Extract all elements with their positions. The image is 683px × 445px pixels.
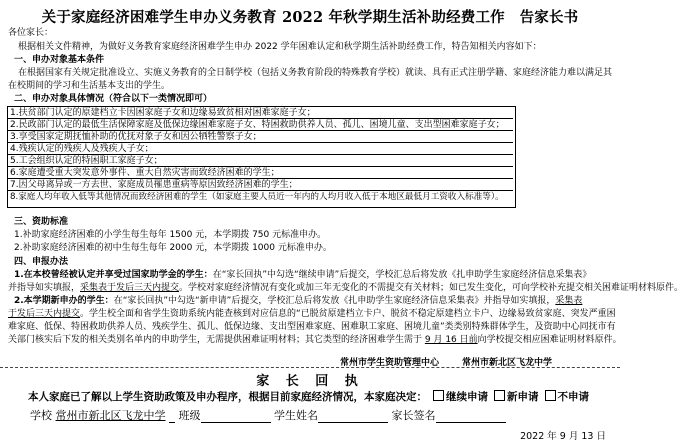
eligibility-item: 3.享受国家定期抚恤补助的优抚对象子女和因公牺牲警察子女； [8, 131, 513, 143]
eligibility-item: 6.家庭遭受重大突发意外事件、重大自然灾害而致经济困难的学生； [8, 167, 513, 179]
new-label: 新申请 [507, 391, 539, 403]
reply-text: 本人家庭已了解以上学生资助政策及申办程序，根据目前家庭经济情况，本家庭决定： [28, 391, 427, 403]
method-1-text-2: 并指导如实填报， [8, 283, 81, 293]
method-1-line-1 [14, 269, 620, 281]
document-date: 2022 年 9 月 13 日 [520, 431, 606, 442]
method-2-text-2: 。学生校全面和省学生资助系统内能查核到对应信息的“已脱贫原建档立卡户、脱贫不稳定原建档立卡户、边缘易致贫家庭、突发严重困 [80, 309, 616, 319]
section-4-heading: 四、申报办法 [14, 257, 69, 267]
section-1-body-line-2: 在校期间的学习和生活基本支出的学生。 [8, 81, 171, 91]
class-field[interactable] [201, 410, 271, 423]
method-1-bold: 1.在本校曾经被认定并享受过国家助学金的学生： [14, 270, 213, 280]
school-value: 常州市新北区飞龙中学 [55, 409, 166, 422]
method-2-text-5: 向学校提交相应困难证明材料原件。 [477, 335, 622, 345]
eligibility-item: 7.因父母离异或一方去世、家庭成员罹患重病等原因致经济困难的学生； [8, 179, 513, 191]
method-2-deadline: 于发后三天内提交 [8, 309, 81, 319]
intro-paragraph: 根据相关文件精神，为做好义务教育家庭经济困难学生申办 2022 学年困难认定和秋学期生活补助经费工作，特告知相关内容如下： [18, 42, 542, 52]
section-1-body-line-1: 在根据国家有关规定批准设立、实施义务教育的全日制学校（包括义务教育阶段的特殊教育学校）就读、具有正式注册学籍、家庭经济能力难以满足其 [18, 68, 613, 78]
document-title: 关于家庭经济困难学生申办义务教育 2022 年秋学期生活补助经费工作 告家长书 [41, 9, 579, 26]
method-2-line-4 [8, 334, 622, 346]
method-2-form: 采集表 [555, 296, 583, 306]
new-checkbox[interactable] [494, 390, 505, 401]
parent-reply-statement [28, 389, 589, 404]
parent-signature-label: 家长签名 [391, 409, 436, 422]
method-2-line-2 [8, 308, 614, 320]
section-2-heading: 二、申办对象具体情况（符合以下一类情况即可） [14, 94, 213, 104]
decline-checkbox[interactable] [545, 390, 556, 401]
method-2-bold: 2.本学期新申办的学生： [14, 296, 114, 306]
method-1-text: 在“家长回执”中勾选“继续申请”后提交，学校汇总后将发放《扎申助学生家庭经济信息采集表》 [212, 270, 592, 280]
subsidy-standard-primary: 1.补助家庭经济困难的小学生每生每年 1500 元，本学期拨 750 元标准申办。 [14, 230, 327, 240]
parent-reply-title: 家 长 回 执 [256, 374, 364, 389]
method-2-line-1 [14, 295, 620, 307]
cut-line [0, 367, 620, 368]
continue-label: 继续申请 [446, 391, 488, 403]
method-2-text: 在“家长回执”中勾选“新申请”后提交，学校汇总后将发放《扎申助学生家庭经济信息采集表》并指导如实填报， [113, 296, 556, 306]
salutation: 各位家长： [8, 28, 54, 38]
method-1-text-3: 。学校对家庭经济情况有变化或加三年无变化的不需提交有关材料；如已发生变化，可向学校补充提交相关困难证明材料原件。 [179, 283, 683, 293]
reply-fields [30, 407, 506, 423]
student-name-label: 学生姓名 [274, 409, 318, 422]
method-1-line-2 [8, 282, 683, 294]
parent-signature-field[interactable] [436, 410, 506, 423]
eligibility-item: 1.扶贫部门认定的原建档立卡因困家庭子女和边缘易致贫相对困难家庭子女； [8, 107, 513, 119]
section-3-heading: 三、资助标准 [14, 217, 69, 227]
decline-label: 不申请 [557, 391, 589, 403]
class-label: 班级 [178, 409, 201, 422]
signature-school: 常州市新北区飞龙中学 [462, 358, 553, 368]
school-label: 学校 [30, 409, 52, 422]
method-1-deadline: 采集表于发后三天内提交 [80, 283, 180, 293]
eligibility-item: 4.残疾认定的残疾人及残疾人子女； [8, 143, 513, 155]
method-2-line-3: 难家庭、低保、特困救助供养人员、残疾学生、孤儿、低保边缘、支出型困难家庭、困难职工家庭、困境儿童”类类别特殊群体学生，及资助中心同抚市有 [8, 322, 616, 332]
section-1-heading: 一、申办对象基本条件 [14, 55, 105, 65]
method-2-due-date: 9 月 16 日前 [424, 335, 478, 345]
continue-checkbox[interactable] [433, 390, 444, 401]
signature-resource-center: 常州市学生资助管理中心 [340, 358, 440, 368]
eligibility-item: 2.民政部门认定的最低生活保障家庭及低保边缘困难家庭子女、特困救助供养人员、孤儿、困境儿童、支出型困难家庭子女； [8, 119, 513, 131]
eligibility-item: 5.工会组织认定的特困职工家庭子女； [8, 155, 513, 167]
school-blank [169, 410, 175, 423]
student-name-field[interactable] [318, 410, 388, 423]
eligibility-item: 8.家庭人均年收入低等其他情况而致经济困难的学生（如家庭主要人员近一年内的人均月收入低于本地区最低月工资收入标准等）。 [10, 192, 504, 202]
method-2-text-4: 关部门核实后下发的相关类别名单内的申助学生，无需提供困难证明材料；其它类型的经济困难学生需于 [8, 335, 425, 345]
subsidy-standard-junior: 2.补助家庭经济困难的初中生每生每年 2000 元，本学期拨 1000 元标准申办。 [14, 243, 332, 253]
